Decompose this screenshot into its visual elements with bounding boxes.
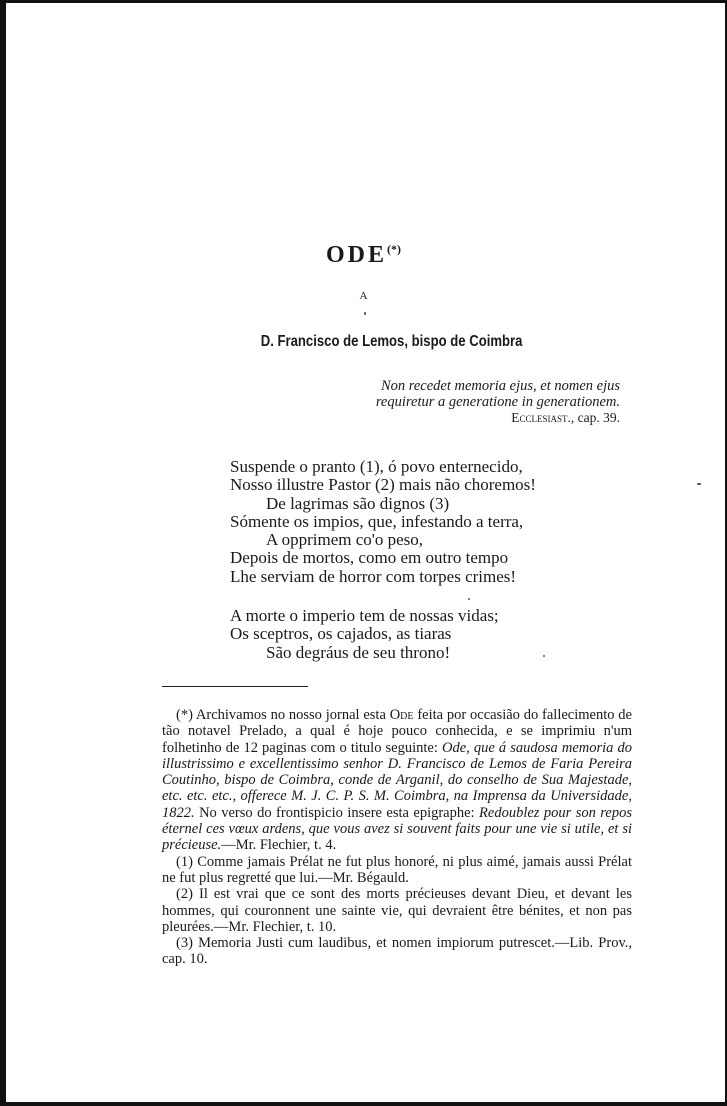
footnote-ode-smallcaps: Ode: [389, 707, 414, 723]
epigraph-source-chapter: , cap. 39.: [570, 410, 620, 425]
verse-line: De lagrimas são dignos (3): [266, 493, 450, 513]
footnote-quote-italic: Redoublez pour son repos éternel ces vœux ardens, que vous avez si souvent faits pour une vie si utile, et si précieuse.: [162, 804, 632, 854]
verse-line: Sómente os impios, que, infestando a terra,: [230, 511, 524, 531]
scan-speck: [468, 598, 470, 600]
verse-line: Suspende o pranto (1), ó povo enternecido,: [230, 457, 523, 476]
epigraph-source-book: Ecclesiast.: [511, 410, 571, 425]
footnote-2: (2) Il est vrai que ce sont des morts précieuses devant Dieu, et devant les hommes, qui couronnent une sainte vie, qui devraient être bénites, et non pas pleurées.—Mr. Flechier, t. 10.: [162, 886, 632, 935]
verse-line: Lhe serviam de horror com torpes crimes!: [230, 566, 517, 586]
footnote-title-italic: Ode, que á saudosa memoria do illustrissimo e excellentissimo senhor D. Francisco de Lemos de Faria Pereira Coutinho, bispo de Coimbra, conde de Arganil, do conselho de Sua Majestade, etc. etc. etc., offerece M. J. C. P. S. M. Coimbra, na Imprensa da Universidade, 1822.: [162, 739, 632, 821]
epigraph-line-1: Non recedet memoria ejus, et nomen ejus: [380, 378, 620, 394]
stanza-1: [230, 458, 630, 586]
verse-line: Os sceptros, os cajados, as tiaras: [230, 624, 452, 644]
scan-speck: [697, 483, 701, 485]
scan-speck: [543, 655, 545, 657]
footnote-text: feita por occasião do fallecimento de tão notavel Prelado, a qual é hoje pouco conhecida, e se imprimiu n'um folhetinho de 12 paginas com o titulo seguinte:: [162, 707, 632, 756]
verse-line: Depois de mortos, como em outro tempo: [230, 548, 509, 568]
footnote-text: (*) Archivamos no nosso jornal esta: [176, 707, 390, 723]
footnotes: [162, 707, 632, 968]
footnote-divider: [162, 686, 308, 687]
footnote-star: [162, 707, 632, 854]
footnote-text: —Mr. Flechier, t. 4.: [221, 837, 337, 854]
epigraph: [340, 378, 620, 426]
verse-line: A opprimem co'o peso,: [266, 530, 423, 550]
epigraph-source: [340, 410, 620, 426]
footnote-text: No verso do frontispicio insere esta epigraphe:: [194, 804, 480, 821]
verse-line: São degráus de seu throno!: [266, 642, 451, 662]
footnote-3: (3) Memoria Justi cum laudibus, et nomen impiorum putrescet.—Lib. Prov., cap. 10.: [162, 935, 632, 968]
stanza-2: [230, 607, 630, 662]
poem-title: [0, 242, 727, 269]
poem-title-text: ODE: [325, 242, 387, 268]
epigraph-line-2: requiretur a generatione in generationem.: [375, 394, 620, 410]
scan-speck: [364, 312, 366, 315]
verse-line: Nosso illustre Pastor (2) mais não choremos!: [230, 475, 536, 495]
poem-title-footnote-mark: (*): [387, 242, 401, 256]
dedicatee-heading: D. Francisco de Lemos, bispo de Coimbra: [260, 333, 523, 350]
verse-line: A morte o imperio tem de nossas vidas;: [230, 606, 499, 625]
footnote-1: (1) Comme jamais Prélat ne fut plus honoré, ni plus aimé, jamais aussi Prélat ne fut plus regretté que lui.—Mr. Bégauld.: [162, 853, 632, 886]
dedication-preposition: A: [359, 290, 368, 302]
